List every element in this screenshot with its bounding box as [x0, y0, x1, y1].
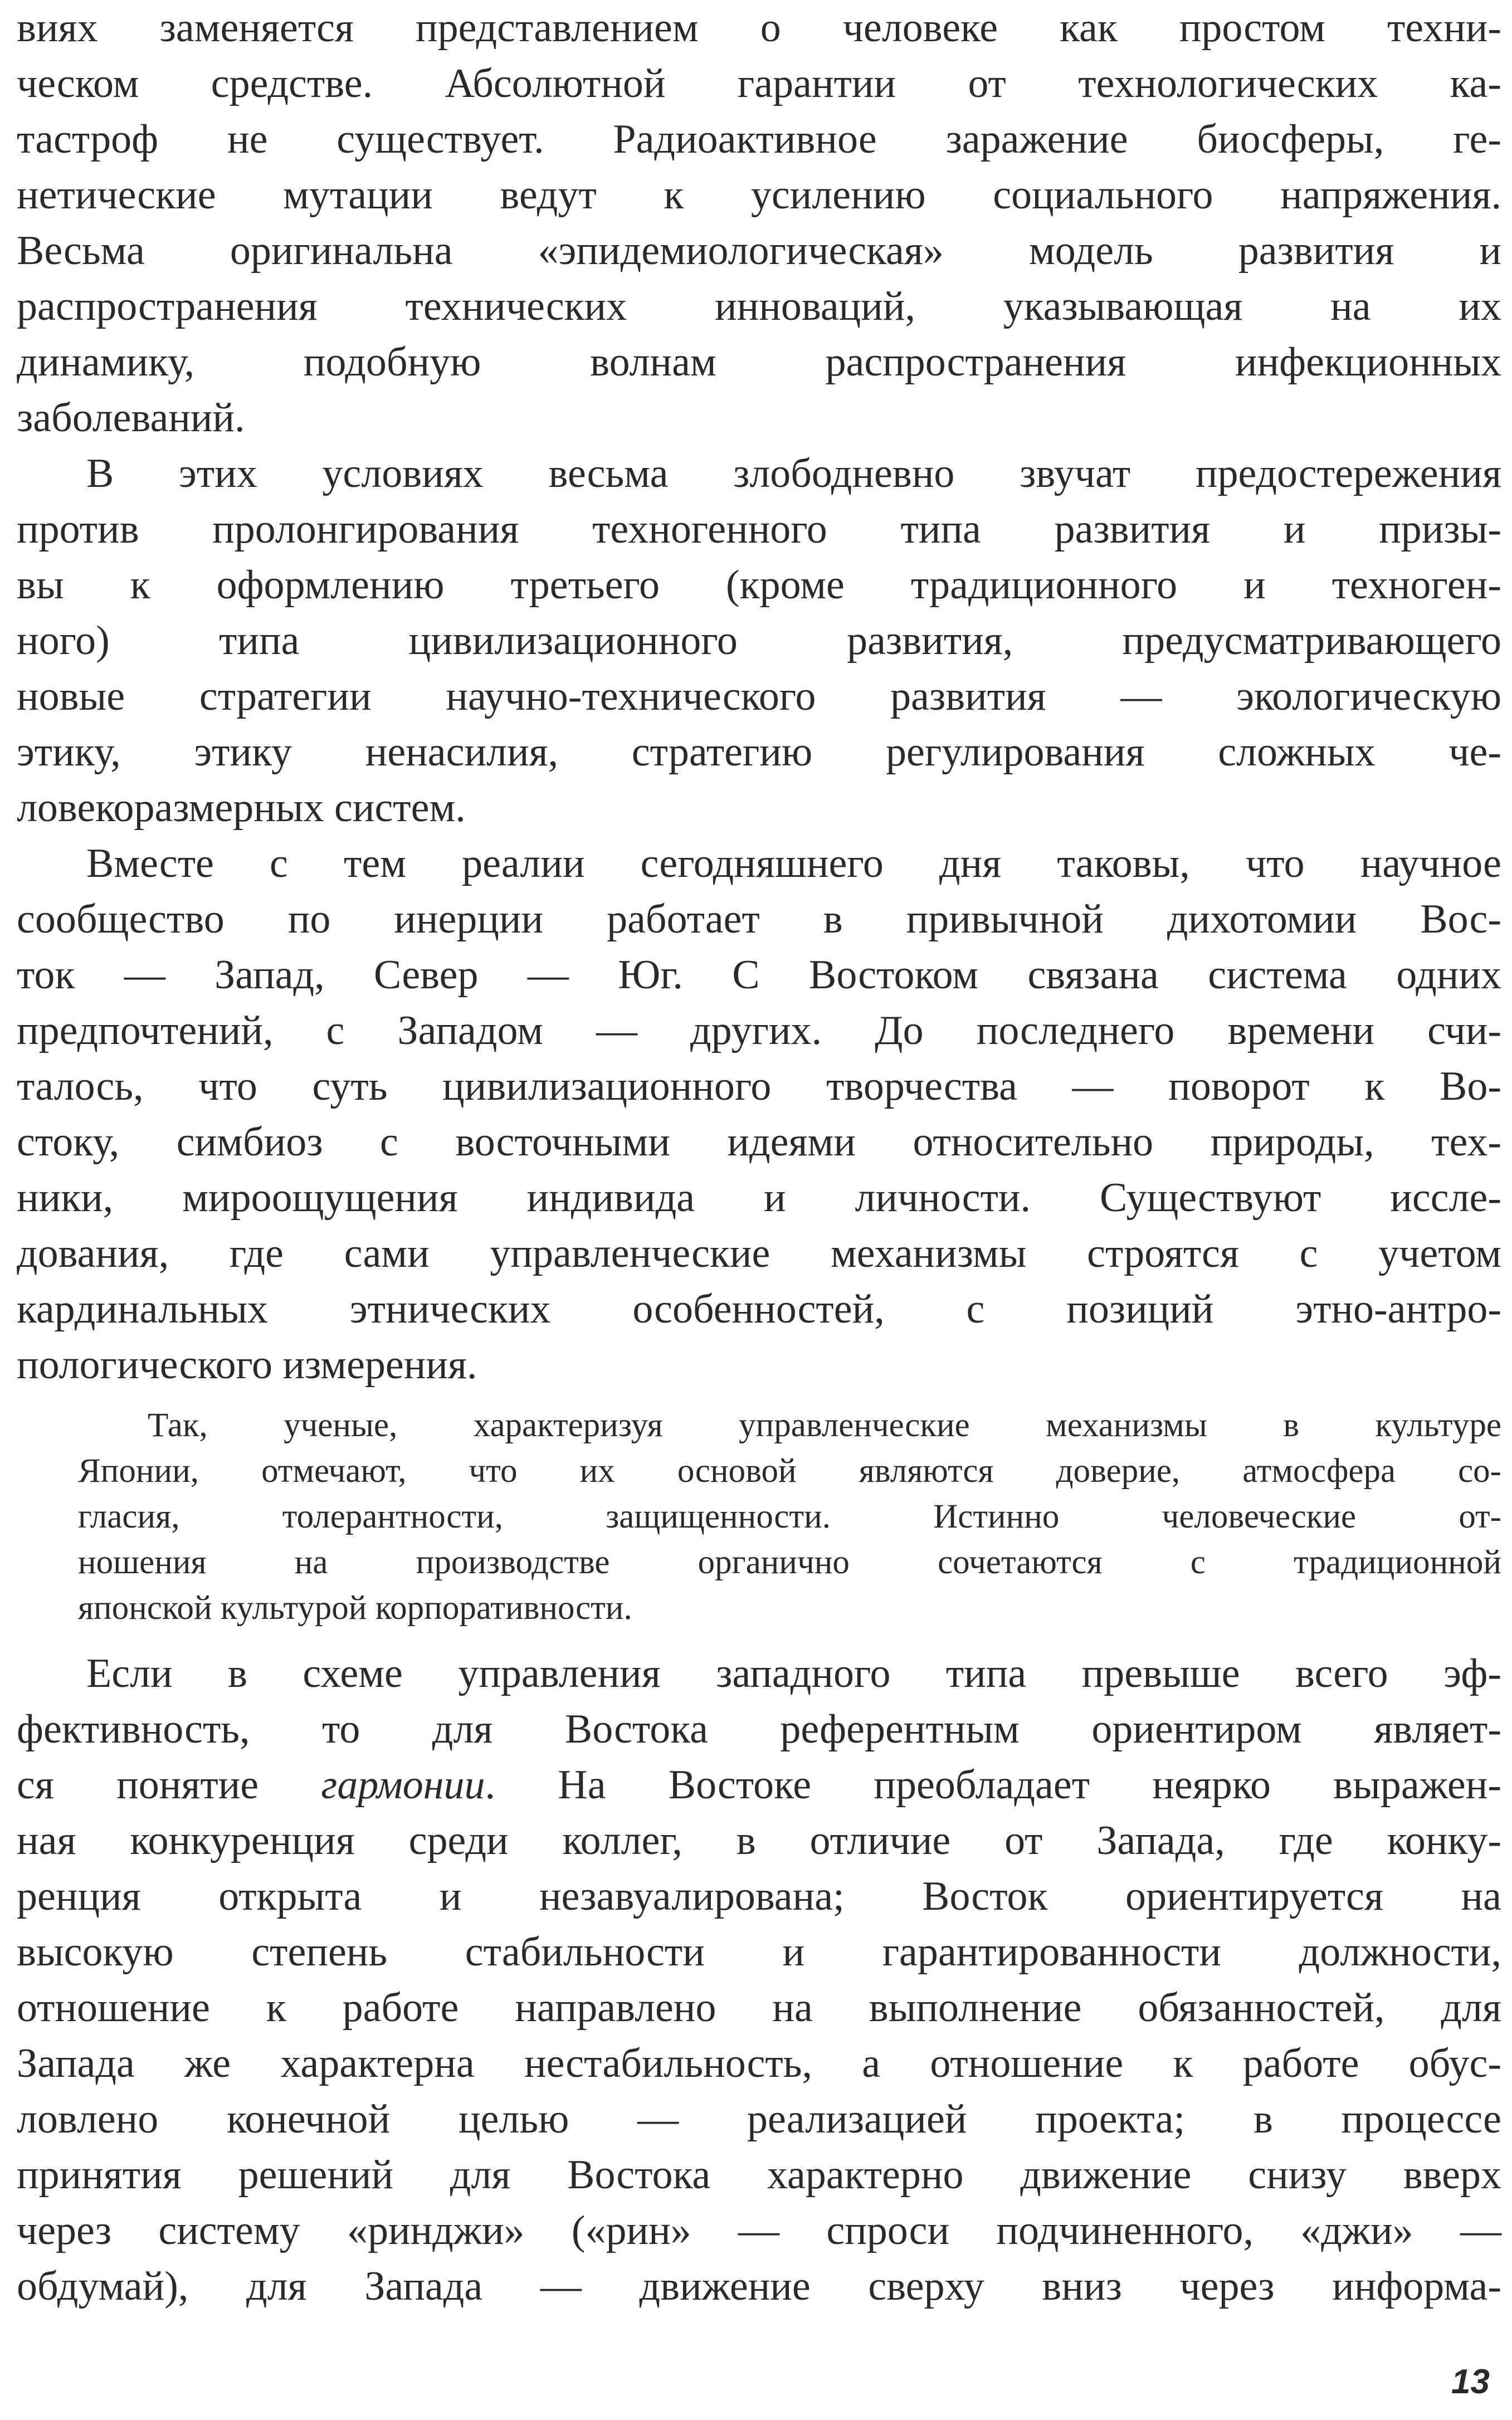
text-line: ники, мироощущения индивида и личности. Существуют иссле-	[17, 1175, 1501, 1221]
text-line: виях заменяется представлением о человеке как простом техни-	[17, 5, 1501, 51]
text-line: ловекоразмерных систем.	[17, 785, 466, 831]
text-line: принятия решений для Востока характерно движение снизу вверх	[17, 2152, 1501, 2198]
text-line: японской культурой корпоративности.	[78, 1589, 632, 1627]
text-line: гласия, толерантности, защищенности. Истинно человеческие от-	[78, 1498, 1501, 1535]
text-line: через систему «ринджи» («рин» — спроси подчиненного, «джи» —	[17, 2208, 1501, 2253]
page-number: 13	[1451, 2363, 1490, 2401]
text-line: Так, ученые, характеризуя управленческие механизмы в культуре	[148, 1407, 1501, 1444]
text-line: Японии, отмечают, что их основой являются доверие, атмосфера со-	[78, 1452, 1501, 1490]
text-line: предпочтений, с Западом — других. До последнего времени счи-	[17, 1008, 1501, 1053]
text-line: отношение к работе направлено на выполнение обязанностей, для	[17, 1985, 1501, 2031]
text-line: ток — Запад, Север — Юг. С Востоком связана система одних	[17, 952, 1501, 998]
text-line: ношения на производстве органично сочетаются с традиционной	[78, 1544, 1501, 1581]
text-line: динамику, подобную волнам распространения инфекционных	[17, 339, 1501, 385]
text-line: талось, что суть цивилизационного творчества — поворот к Во-	[17, 1063, 1501, 1109]
text-line: ловлено конечной целью — реализацией проекта; в процессе	[17, 2096, 1501, 2142]
text-line: этику, этику ненасилия, стратегию регулирования сложных че-	[17, 729, 1501, 775]
text-line: Запада же характерна нестабильность, а отношение к работе обус-	[17, 2041, 1501, 2086]
emphasis-word: гармонии	[321, 1762, 485, 1808]
text-line: кардинальных этнических особенностей, с позиций этно-антро-	[17, 1286, 1501, 1332]
text-line: заболеваний.	[17, 395, 245, 441]
text-line: ренция открыта и незавуалирована; Восток ориентируется на	[17, 1873, 1501, 1919]
text-line: ного) типа цивилизационного развития, предусматривающего	[17, 618, 1501, 663]
text-line: высокую степень стабильности и гарантированности должности,	[17, 1929, 1501, 1975]
text-line: нетические мутации ведут к усилению социального напряжения.	[17, 172, 1501, 218]
text-line: ся понятие гармонии. На Востоке преобладает неярко выражен-	[17, 1762, 1501, 1808]
text-line: тастроф не существует. Радиоактивное заражение биосферы, ге-	[17, 116, 1501, 162]
text-line: вы к оформлению третьего (кроме традиционного и техноген-	[17, 562, 1501, 608]
text-line: ческом средстве. Абсолютной гарантии от технологических ка-	[17, 61, 1501, 106]
text-line: сообщество по инерции работает в привычной дихотомии Вос-	[17, 896, 1501, 942]
text-line: новые стратегии научно-технического развития — экологическую	[17, 674, 1501, 719]
text-line: В этих условиях весьма злободневно звучат предостережения	[86, 451, 1501, 496]
text-line: распространения технических инноваций, указывающая на их	[17, 284, 1501, 329]
paragraph-2	[17, 446, 1501, 836]
page-body	[17, 0, 1501, 2314]
text-line: стоку, симбиоз с восточными идеями относительно природы, тех-	[17, 1119, 1501, 1165]
paragraph-4	[17, 1646, 1501, 2314]
paragraph-3	[17, 836, 1501, 1393]
paragraph-1	[17, 0, 1501, 446]
quotation-note	[17, 1403, 1501, 1631]
text-line: Вместе с тем реалии сегодняшнего дня таковы, что научное	[86, 841, 1501, 886]
text-line: Весьма оригинальна «эпидемиологическая» модель развития и	[17, 228, 1501, 274]
text-line: Если в схеме управления западного типа превыше всего эф-	[86, 1651, 1501, 1696]
text-line: фективность, то для Востока референтным ориентиром являет-	[17, 1706, 1501, 1752]
text-line: ная конкуренция среди коллег, в отличие от Запада, где конку-	[17, 1818, 1501, 1863]
text-line: обдумай), для Запада — движение сверху вниз через информа-	[17, 2263, 1501, 2309]
text-line: дования, где сами управленческие механизмы строятся с учетом	[17, 1231, 1501, 1276]
text-line: пологического измерения.	[17, 1342, 477, 1388]
text-line: против пролонгирования техногенного типа развития и призы-	[17, 506, 1501, 552]
